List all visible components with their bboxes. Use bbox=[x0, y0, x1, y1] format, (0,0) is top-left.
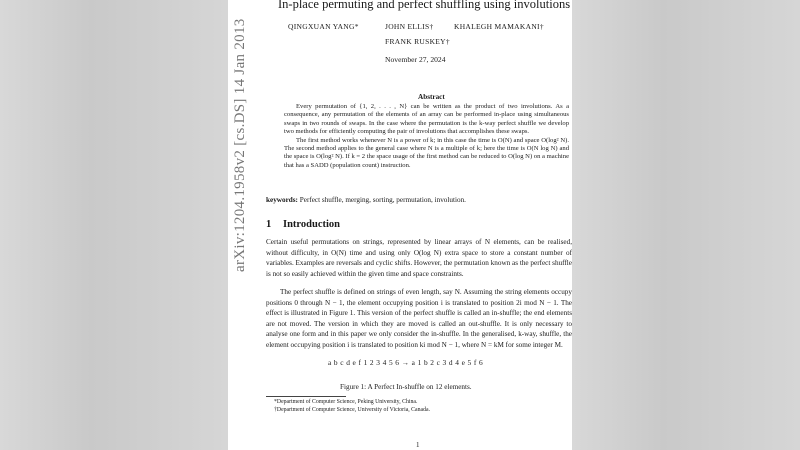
viewer-background-left bbox=[0, 0, 228, 450]
footnote-2: †Department of Computer Science, University of Victoria, Canada. bbox=[274, 407, 431, 413]
author-ellis: JOHN ELLIS† bbox=[385, 22, 434, 31]
footnote-rule bbox=[266, 396, 346, 397]
abstract-paragraph: The first method works whenever N is a power of k; in this case the time is O(N) and space O(log² N). The second method applies to the general case where N is a multiple of k; here the time is O(N log N) and the space is O(log² N). If k = 2 the space usage of the first method can be reduced to O(log N) on a machine that has a SADD (population count) instruction. bbox=[284, 136, 569, 169]
author-ruskey: FRANK RUSKEY† bbox=[385, 37, 450, 46]
figure-shuffle: a b c d e f 1 2 3 4 5 6 → a 1 b 2 c 3 d 4 e 5 f 6 bbox=[328, 358, 484, 367]
intro-paragraph-1 bbox=[266, 237, 572, 279]
page-number: 1 bbox=[416, 441, 420, 449]
paper-page bbox=[228, 0, 572, 450]
body-paragraph: Certain useful permutations on strings, represented by linear arrays of N elements, can be realised, without difficulty, in O(N) time and using only O(log N) extra space to store a constant number of variables. Examples are reversals and cyclic shifts. However, the permutation known as the perfect shuffle is not so easily achieved within the given time and space constraints. bbox=[266, 238, 572, 278]
keywords-line bbox=[266, 196, 466, 204]
paper-date: November 27, 2024 bbox=[385, 55, 446, 64]
paper-title: In-place permuting and perfect shuffling using involutions bbox=[278, 0, 571, 11]
keywords-text: Perfect shuffle, merging, sorting, permutation, involution. bbox=[299, 196, 466, 204]
section-heading bbox=[266, 219, 340, 230]
arxiv-stamp: arXiv:1204.1958v2 [cs.DS] 14 Jan 2013 bbox=[232, 18, 248, 272]
abstract-paragraph: Every permutation of {1, 2, . . . , N} can be written as the product of two involutions. As a consequence, any permutation of the elements of an array can be performed in-place using simultaneous swaps in two rounds of swaps. In the case where the permutation is the k-way perfect shuffle we develop two methods for efficiently computing the pair of involutions that accomplishes these swaps. bbox=[284, 103, 569, 136]
viewer-background-right bbox=[572, 0, 800, 450]
author-yang: QINGXUAN YANG* bbox=[288, 22, 359, 31]
keywords-label: keywords: bbox=[266, 196, 298, 204]
footnote-1: *Department of Computer Science, Peking University, China. bbox=[274, 399, 418, 405]
body-paragraph: The perfect shuffle is defined on strings of even length, say N. Assuming the string elements occupy positions 0 through N − 1, the element occupying position i is translated to position 2i mod N − 1. The effect is illustrated in Figure 1. This version of the perfect shuffle is called an in-shuffle; the end elements are not moved. The version in which they are moved is called an out-shuffle. It is only necessary to analyse one form and in this paper we only consider the in-shuffle. In the generalised, k-way, shuffle, the element occupying position i is translated to position ki mod N − 1, where N = kM for some integer M. bbox=[266, 288, 572, 349]
figure-caption: Figure 1: A Perfect In-shuffle on 12 elements. bbox=[340, 383, 472, 391]
abstract-body bbox=[284, 103, 569, 170]
abstract-heading: Abstract bbox=[418, 93, 445, 101]
intro-paragraph-2 bbox=[266, 287, 572, 351]
section-number: 1 bbox=[266, 219, 272, 230]
author-mamakani: KHALEGH MAMAKANI† bbox=[454, 22, 544, 31]
section-title: Introduction bbox=[283, 219, 340, 230]
